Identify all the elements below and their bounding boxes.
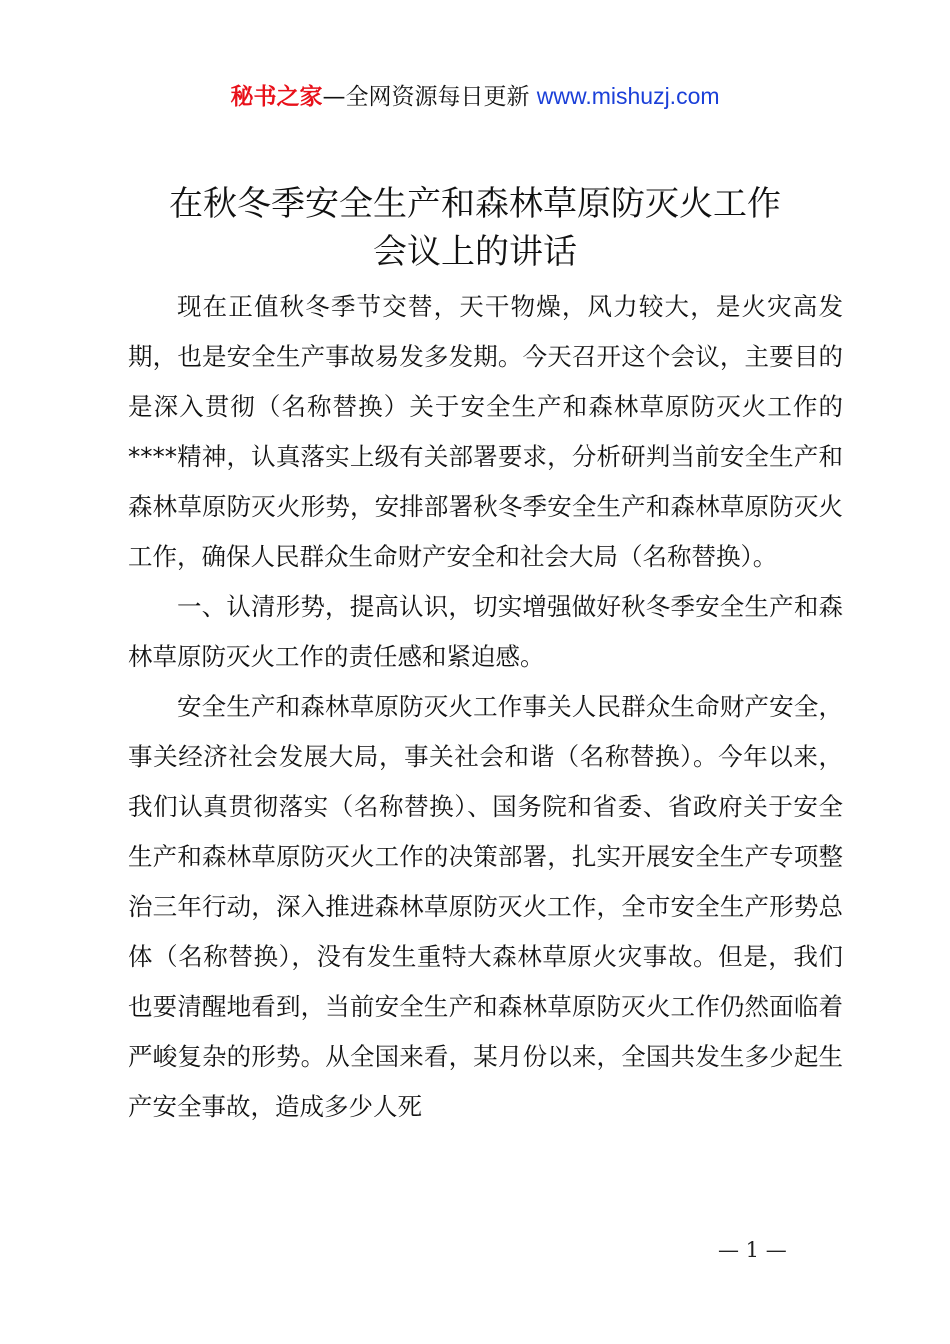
site-url-link[interactable]: www.mishuzj.com bbox=[536, 83, 720, 109]
site-tagline: —全网资源每日更新 bbox=[322, 84, 530, 110]
site-header bbox=[0, 80, 950, 113]
paragraph-situation: 安全生产和森林草原防灭火工作事关人民群众生命财产安全，事关经济社会发展大局，事关社会和谐（名称替换）。今年以来，我们认真贯彻落实（名称替换）、国务院和省委、省政府关于安全生产和森林草原防灭火工作的决策部署，扎实开展安全生产专项整治三年行动，深入推进森林草原防灭火工作，全市安全生产形势总体（名称替换），没有发生重特大森林草原火灾事故。但是，我们也要清醒地看到，当前安全生产和森林草原防灭火工作仍然面临着严峻复杂的形势。从全国来看，某月份以来，全国共发生多少起生产安全事故，造成多少人死 bbox=[128, 692, 843, 1121]
site-brand: 秘书之家 bbox=[230, 84, 323, 110]
document-title bbox=[0, 180, 950, 276]
title-line-2: 会议上的讲话 bbox=[373, 232, 577, 272]
section-heading-1: 一、认清形势，提高认识，切实增强做好秋冬季安全生产和森林草原防灭火工作的责任感和紧迫感。 bbox=[128, 592, 843, 671]
document-body bbox=[128, 282, 843, 1132]
title-line-1: 在秋冬季安全生产和森林草原防灭火工作 bbox=[169, 184, 781, 224]
page-number: — 1 — bbox=[718, 1238, 787, 1262]
paragraph-intro: 现在正值秋冬季节交替，天干物燥，风力较大，是火灾高发期，也是安全生产事故易发多发期。今天召开这个会议，主要目的是深入贯彻（名称替换）关于安全生产和森林草原防灭火工作的****精神，认真落实上级有关部署要求，分析研判当前安全生产和森林草原防灭火形势，安排部署秋冬季安全生产和森林草原防灭火工作，确保人民群众生命财产安全和社会大局（名称替换）。 bbox=[128, 292, 843, 571]
